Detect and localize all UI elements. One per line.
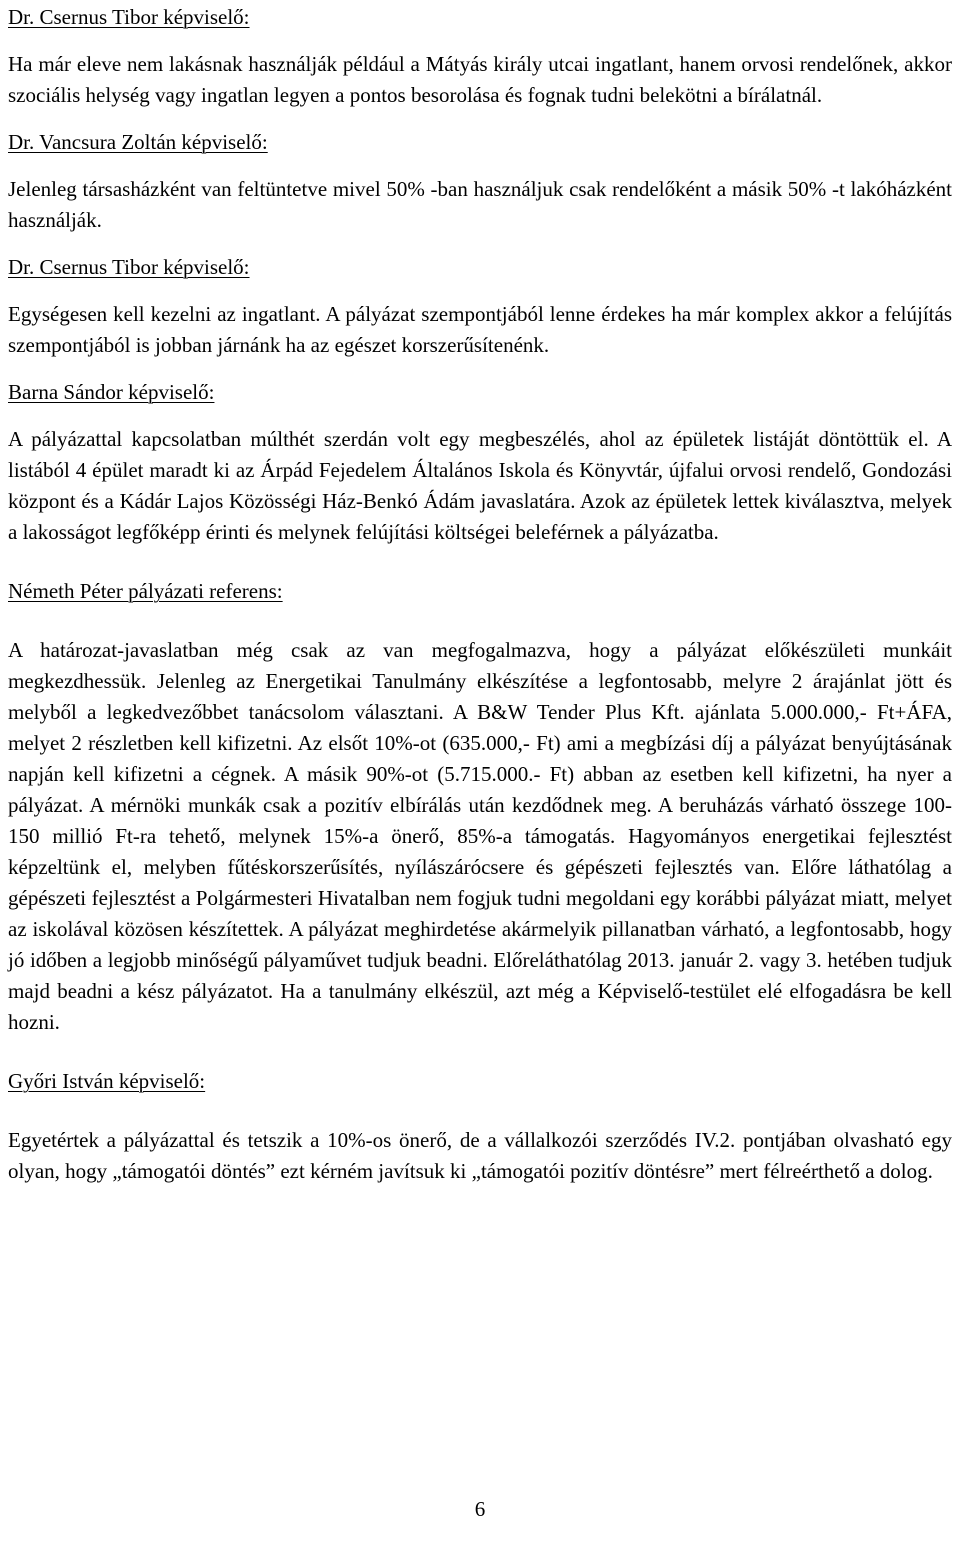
- speaker-label: Dr. Vancsura Zoltán képviselő:: [8, 130, 268, 154]
- speaker-label: Dr. Csernus Tibor képviselő:: [8, 255, 250, 279]
- page-number: 6: [474, 1497, 486, 1521]
- speaker-label: Győri István képviselő:: [8, 1069, 206, 1093]
- speaker-label: Dr. Csernus Tibor képviselő:: [8, 5, 250, 29]
- speech-paragraph: Egyetértek a pályázattal és tetszik a 10%-os önerő, de a vállalkozói szerződés IV.2. pontjában olvasható egy olyan, hogy „támogatói döntés” ezt kérném javítsuk ki „támogatói pozitív döntésre” mert félreérthető a dolog.: [8, 1128, 952, 1183]
- speaker-label: Barna Sándor képviselő:: [8, 380, 215, 404]
- speech-paragraph: Egységesen kell kezelni az ingatlant. A pályázat szempontjából lenne érdekes ha már komplex akkor a felújítás szempontjából is jobban járnánk ha az egészet korszerűsítenénk.: [8, 302, 952, 357]
- speech-paragraph: A határozat-javaslatban még csak az van megfogalmazva, hogy a pályázat előkészületi munkáit megkezdhessük. Jelenleg az Energetikai Tanulmány elkészítése a legfontosabb, melyre 2 árajánlat jött és melyből a legkedvezőbbet tanácsolom választani. A B&W Tender Plus Kft. ajánlata 5.000.000,- Ft+ÁFA, melyet 2 részletben kell kifizetni. Az elsőt 10%-ot (635.000,- Ft) ami a megbízási díj a pályázat benyújtásának napján kell kifizetni a cégnek. A másik 90%-ot (5.715.000.- Ft) abban az esetben kell kifizetni, ha nyer a pályázat. A mérnöki munkák csak a pozitív elbírálás után kezdődnek meg. A beruházás várható összege 100-150 millió Ft-ra tehető, melynek 15%-a önerő, 85%-a támogatás. Hagyományos energetikai fejlesztést képzeltünk el, melyben fűtéskorszerűsítés, nyílászárócsere és gépészeti fejlesztés van. Előre láthatólag a gépészeti fejlesztést a Polgármesteri Hivatalban nem fogjuk tudni megoldani egy korábbi pályázat miatt, melyet az iskolával közösen készítettek. A pályázat meghirdetése akármelyik pillanatban várható, a legfontosabb, hogy jó időben a legjobb minőségű pályaművet tudjuk beadni. Előreláthatólag 2013. január 2. vagy 3. hetében tudjuk majd beadni a kész pályázatot. Ha a tanulmány elkészül, azt még a Képviselő-testület elé elfogadásra be kell hozni.: [8, 638, 952, 1034]
- speech-paragraph: Jelenleg társasházként van feltüntetve mivel 50% -ban használjuk csak rendelőként a másik 50% -t lakóházként használják.: [8, 177, 952, 232]
- speech-paragraph: Ha már eleve nem lakásnak használják például a Mátyás király utcai ingatlant, hanem orvosi rendelőnek, akkor szociális helység vagy ingatlan legyen a pontos besorolása és fognak tudni belekötni a bírálatnál.: [8, 52, 952, 107]
- speech-paragraph: A pályázattal kapcsolatban múlthét szerdán volt egy megbeszélés, ahol az épületek listáját döntöttük el. A listából 4 épület maradt ki az Árpád Fejedelem Általános Iskola és Könyvtár, újfalui orvosi rendelő, Gondozási központ és a Kádár Lajos Közösségi Ház-Benkó Ádám javaslatára. Azok az épületek lettek kiválasztva, melyek a lakosságot legfőképp érinti és melynek felújítási költségei beleférnek a pályázatba.: [8, 427, 952, 544]
- speaker-label: Németh Péter pályázati referens:: [8, 579, 283, 603]
